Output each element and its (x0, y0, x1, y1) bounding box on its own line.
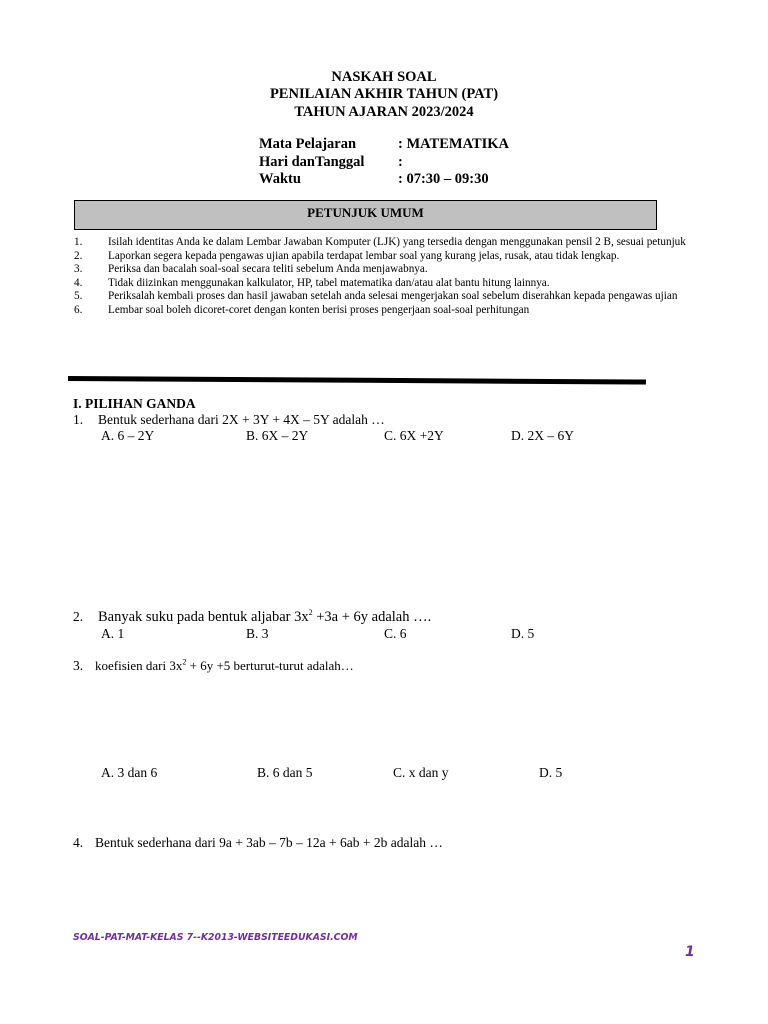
instruction-number: 6. (74, 303, 83, 316)
instruction-number: 5. (74, 290, 83, 303)
instruction-item (74, 236, 694, 250)
question-4 (73, 835, 443, 851)
doc-academic-year: TAHUN AJARAN 2023/2024 (294, 104, 474, 120)
section-divider (68, 376, 646, 385)
exam-info (259, 136, 559, 189)
question-1 (73, 412, 385, 428)
instruction-item (74, 304, 694, 318)
meta-label: Mata Pelajaran (259, 136, 357, 152)
section-title: I. PILIHAN GANDA (73, 396, 196, 411)
instruction-item (74, 250, 694, 264)
instruction-text: Periksalah kembali proses dan hasil jawaban setelah anda selesai mengerjakan soal sebelum diserahkan kepada pengawas ujian (108, 290, 678, 303)
question-text: Bentuk sederhana dari 9a + 3ab – 7b – 12a + 6ab + 2b adalah … (95, 835, 443, 850)
instruction-number: 1. (74, 236, 83, 248)
option-d: D. 5 (511, 626, 535, 641)
doc-subtitle: PENILAIAN AKHIR TAHUN (PAT) (269, 86, 499, 102)
option-b: B. 6X – 2Y (246, 428, 309, 443)
question-3 (73, 658, 354, 674)
doc-title: NASKAH SOAL (331, 69, 437, 85)
instruction-text: Laporkan segera kepada pengawas ujian apabila terdapat lembar soal yang kurang jelas, rusak, atau tidak lengkap. (108, 249, 620, 262)
option-c: C. 6X +2Y (384, 428, 444, 443)
meta-value: : MATEMATIKA (398, 136, 510, 152)
question-text-cont: + 6y +5 berturut-turut adalah… (186, 658, 354, 673)
question-number: 4. (73, 835, 84, 850)
instruction-number: 4. (74, 276, 83, 289)
footer-text: SOAL-PAT-MAT-KELAS 7--K2013-WEBSITEEDUKASI.COM (73, 932, 358, 943)
option-a: A. 3 dan 6 (101, 765, 158, 780)
instruction-item (74, 277, 694, 291)
question-number: 1. (73, 412, 84, 427)
meta-value: : (398, 153, 403, 170)
meta-row-subject (259, 136, 559, 154)
exponent: 2 (182, 657, 187, 667)
meta-row-date (259, 154, 559, 172)
page-number: 1 (685, 944, 695, 960)
meta-label: Waktu (259, 171, 301, 187)
instruction-item (74, 290, 694, 304)
option-a: A. 6 – 2Y (101, 428, 155, 443)
option-c: C. x dan y (393, 765, 449, 780)
option-b: B. 3 (246, 626, 269, 641)
option-d: D. 5 (539, 765, 563, 780)
question-text-cont: +3a + 6y adalah …. (312, 609, 432, 625)
meta-label: Hari danTanggal (259, 153, 365, 170)
general-instructions-heading: PETUNJUK UMUM (74, 200, 657, 230)
exponent: 2 (308, 608, 313, 618)
instruction-item (74, 263, 694, 277)
question-text: koefisien dari 3x (95, 658, 183, 673)
option-d: D. 2X – 6Y (511, 428, 574, 443)
instruction-number: 2. (74, 249, 83, 262)
instruction-text: Periksa dan bacalah soal-soal secara teliti sebelum Anda menjawabnya. (108, 263, 428, 276)
question-text: Bentuk sederhana dari 2X + 3Y + 4X – 5Y adalah … (98, 412, 385, 427)
question-2 (73, 609, 431, 626)
option-c: C. 6 (384, 626, 407, 641)
question-text: Banyak suku pada bentuk aljabar 3x (98, 609, 309, 625)
instruction-text: Tidak diizinkan menggunakan kalkulator, HP, tabel matematika dan/atau alat bantu hitung lainnya. (108, 276, 550, 289)
question-number: 3. (73, 658, 84, 673)
instruction-number: 3. (74, 263, 83, 276)
option-b: B. 6 dan 5 (257, 765, 313, 780)
instruction-list (74, 236, 694, 318)
instruction-text: Isilah identitas Anda ke dalam Lembar Jawaban Komputer (LJK) yang tersedia dengan menggunakan pensil 2 B, sesuai petunjuk (108, 236, 686, 248)
meta-row-time (259, 171, 559, 189)
meta-value: : 07:30 – 09:30 (398, 171, 489, 187)
instruction-text: Lembar soal boleh dicoret-coret dengan konten berisi proses pengerjaan soal-soal perhitungan (108, 303, 530, 316)
option-a: A. 1 (101, 626, 125, 641)
question-number: 2. (73, 609, 84, 624)
